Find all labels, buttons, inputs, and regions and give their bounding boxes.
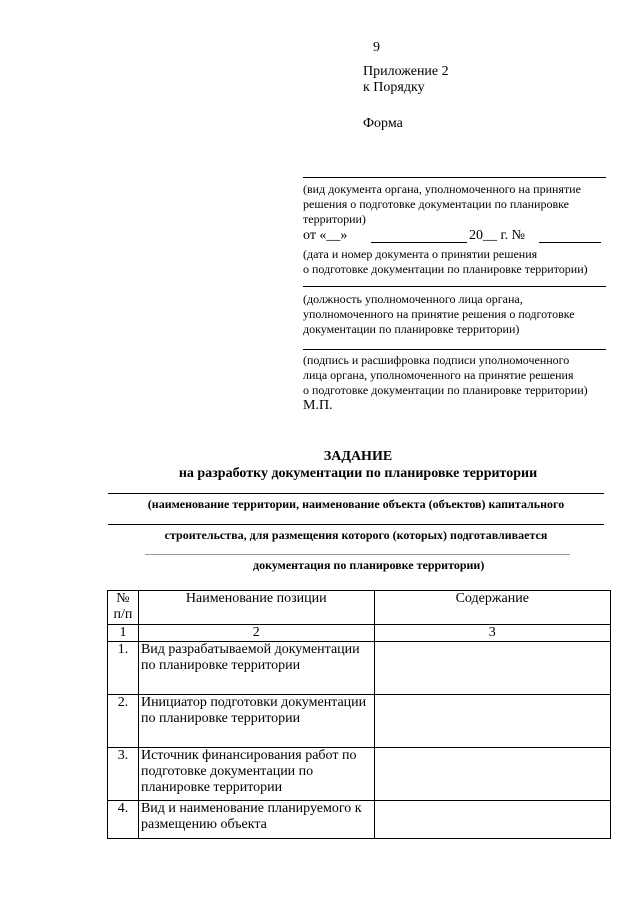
table-row — [108, 748, 611, 801]
table-header-row — [108, 591, 611, 625]
header-num: № п/п — [108, 591, 139, 625]
page-title: ЗАДАНИЕ — [323, 449, 393, 464]
position-line — [303, 286, 606, 287]
position-caption — [303, 292, 613, 337]
signature-caption-line: о подготовке документации по планировке территории) — [303, 383, 588, 397]
doc-type-caption-line: решения о подготовке документации по планировке — [303, 197, 569, 211]
page-subtitle: на разработку документации по планировке территории — [178, 466, 538, 481]
col-number: 3 — [374, 625, 610, 642]
header-content: Содержание — [374, 591, 610, 625]
name-caption-3: документация по планировке территории) — [253, 558, 485, 572]
row-num: 4. — [108, 801, 139, 839]
row-name: Вид разрабатываемой документации по планировке территории — [138, 642, 374, 695]
position-caption-line: уполномоченного на принятие решения о подготовке — [303, 307, 575, 321]
row-name: Вид и наименование планируемого к размещению объекта — [138, 801, 374, 839]
assignment-table — [107, 590, 611, 839]
name-caption-2: строительства, для размещения которого (которых) подготавливается — [164, 528, 548, 542]
date-line — [303, 228, 613, 246]
signature-caption — [303, 353, 623, 398]
col-number: 2 — [138, 625, 374, 642]
table-col-numbers-row — [108, 625, 611, 642]
doc-type-line — [303, 177, 606, 178]
position-caption-line: (должность уполномоченного лица органа, — [303, 292, 523, 306]
signature-caption-line: (подпись и расшифровка подписи уполномоченного — [303, 353, 570, 367]
table-row — [108, 642, 611, 695]
date-caption-line: (дата и номер документа о принятии решения — [303, 247, 538, 261]
doc-type-caption-line: (вид документа органа, уполномоченного на принятие — [303, 182, 581, 196]
row-name: Источник финансирования работ по подготовке документации по планировке территории — [138, 748, 374, 801]
col-number: 1 — [108, 625, 139, 642]
position-caption-line: документации по планировке территории) — [303, 322, 520, 336]
name-line-3 — [145, 554, 570, 555]
row-content[interactable] — [374, 801, 610, 839]
page-number: 9 — [373, 40, 380, 55]
seal-mark: М.П. — [303, 398, 333, 413]
name-line-2 — [108, 524, 604, 525]
signature-caption-line: лица органа, уполномоченного на принятие решения — [303, 368, 574, 382]
date-prefix: от «__» — [303, 228, 348, 243]
table-row — [108, 801, 611, 839]
form-label: Форма — [363, 116, 403, 131]
header-name: Наименование позиции — [138, 591, 374, 625]
row-content[interactable] — [374, 642, 610, 695]
date-caption — [303, 247, 613, 277]
row-content[interactable] — [374, 695, 610, 748]
row-num: 1. — [108, 642, 139, 695]
signature-line — [303, 349, 606, 350]
doc-type-caption-line: территории) — [303, 212, 366, 226]
appendix-line-1: Приложение 2 — [363, 64, 449, 79]
name-line-1 — [108, 493, 604, 494]
name-caption-1: (наименование территории, наименование объекта (объектов) капитального — [147, 497, 565, 511]
row-num: 3. — [108, 748, 139, 801]
doc-type-caption — [303, 182, 613, 227]
row-content[interactable] — [374, 748, 610, 801]
table-row — [108, 695, 611, 748]
date-caption-line: о подготовке документации по планировке территории) — [303, 262, 588, 276]
appendix-line-2: к Порядку — [363, 80, 425, 95]
doc-number-blank — [539, 242, 601, 243]
row-num: 2. — [108, 695, 139, 748]
row-name: Инициатор подготовки документации по планировке территории — [138, 695, 374, 748]
date-year: 20__ г. № — [469, 228, 526, 243]
date-blank — [371, 242, 467, 243]
